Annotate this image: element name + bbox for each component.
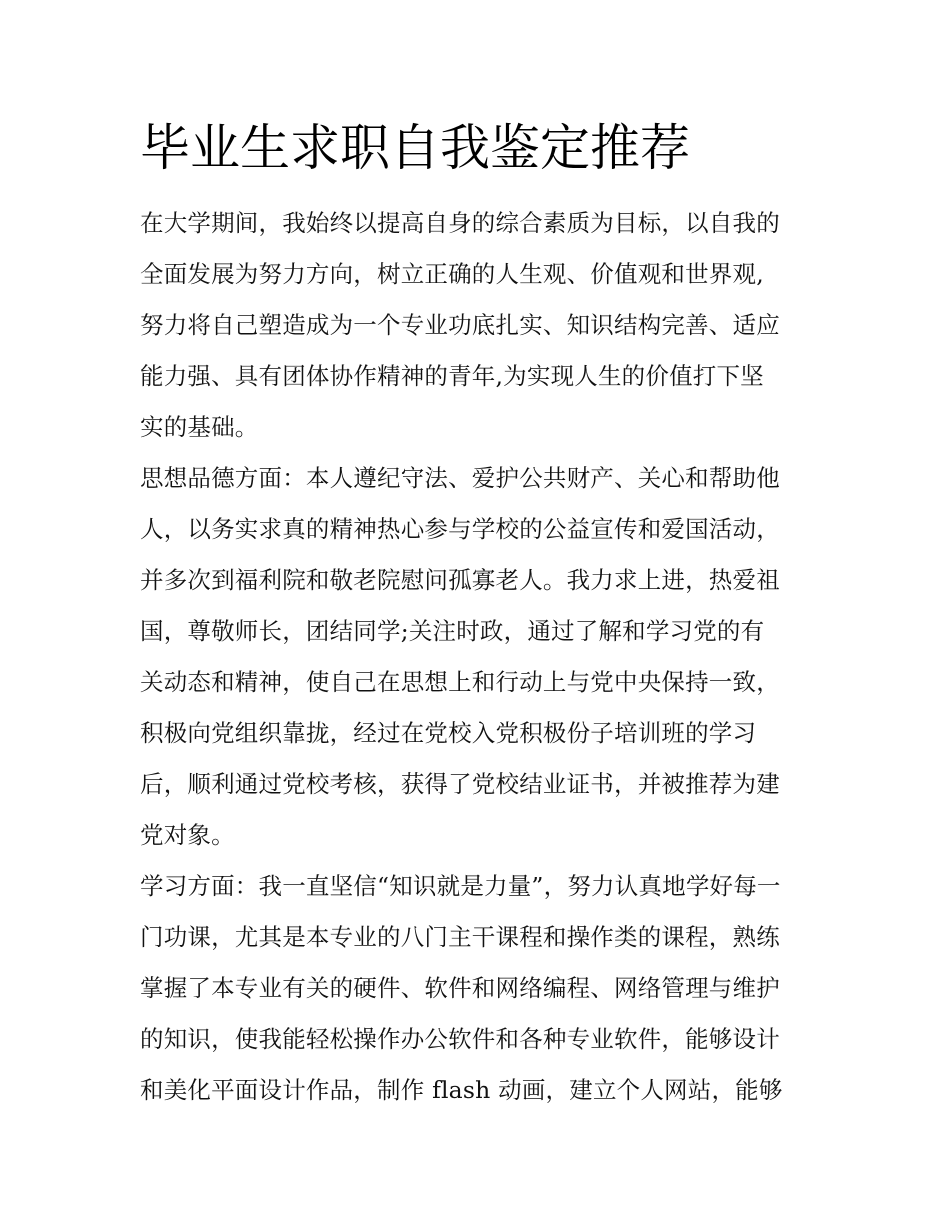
text-line: 国，尊敬师长，团结同学;关注时政，通过了解和学习党的有 (140, 617, 765, 645)
text-line: 并多次到福利院和敬老院慰问孤寡老人。我力求上进，热爱祖 (140, 566, 780, 594)
text-line: 后，顺利通过党校考核，获得了党校结业证书，并被推荐为建 (140, 770, 780, 798)
text-line: 关动态和精神，使自己在思想上和行动上与党中央保持一致， (140, 668, 780, 696)
text-line: 思想品德方面：本人遵纪守法、爱护公共财产、关心和帮助他 (140, 464, 780, 492)
text-line: 党对象。 (140, 821, 235, 849)
text-line: 人，以务实求真的精神热心参与学校的公益宣传和爱国活动， (140, 515, 780, 543)
text-line: 实的基础。 (140, 413, 259, 441)
text-line: 能力强、具有团体协作精神的青年,为实现人生的价值打下坚 (140, 362, 764, 390)
document-body (140, 114, 816, 1116)
text-line: 努力将自己塑造成为一个专业功底扎实、知识结构完善、适应 (140, 311, 780, 339)
text-line: 在大学期间，我始终以提高自身的综合素质为目标，以自我的 (140, 209, 780, 237)
text-line: 积极向党组织靠拢，经过在党校入党积极份子培训班的学习 (140, 719, 757, 747)
text-line: 掌握了本专业有关的硬件、软件和网络编程、网络管理与维护 (140, 974, 780, 1002)
text-line: 全面发展为努力方向，树立正确的人生观、价值观和世界观, (140, 260, 764, 288)
text-line: 学习方面：我一直坚信“知识就是力量”，努力认真地学好每一 (140, 872, 781, 900)
text-line: 和美化平面设计作品，制作 flash 动画，建立个人网站，能够 (140, 1076, 783, 1104)
text-line: 门功课，尤其是本专业的八门主干课程和操作类的课程，熟练 (140, 923, 780, 951)
page-title: 毕业生求职自我鉴定推荐 (140, 119, 690, 177)
text-line: 的知识，使我能轻松操作办公软件和各种专业软件，能够设计 (140, 1025, 780, 1053)
